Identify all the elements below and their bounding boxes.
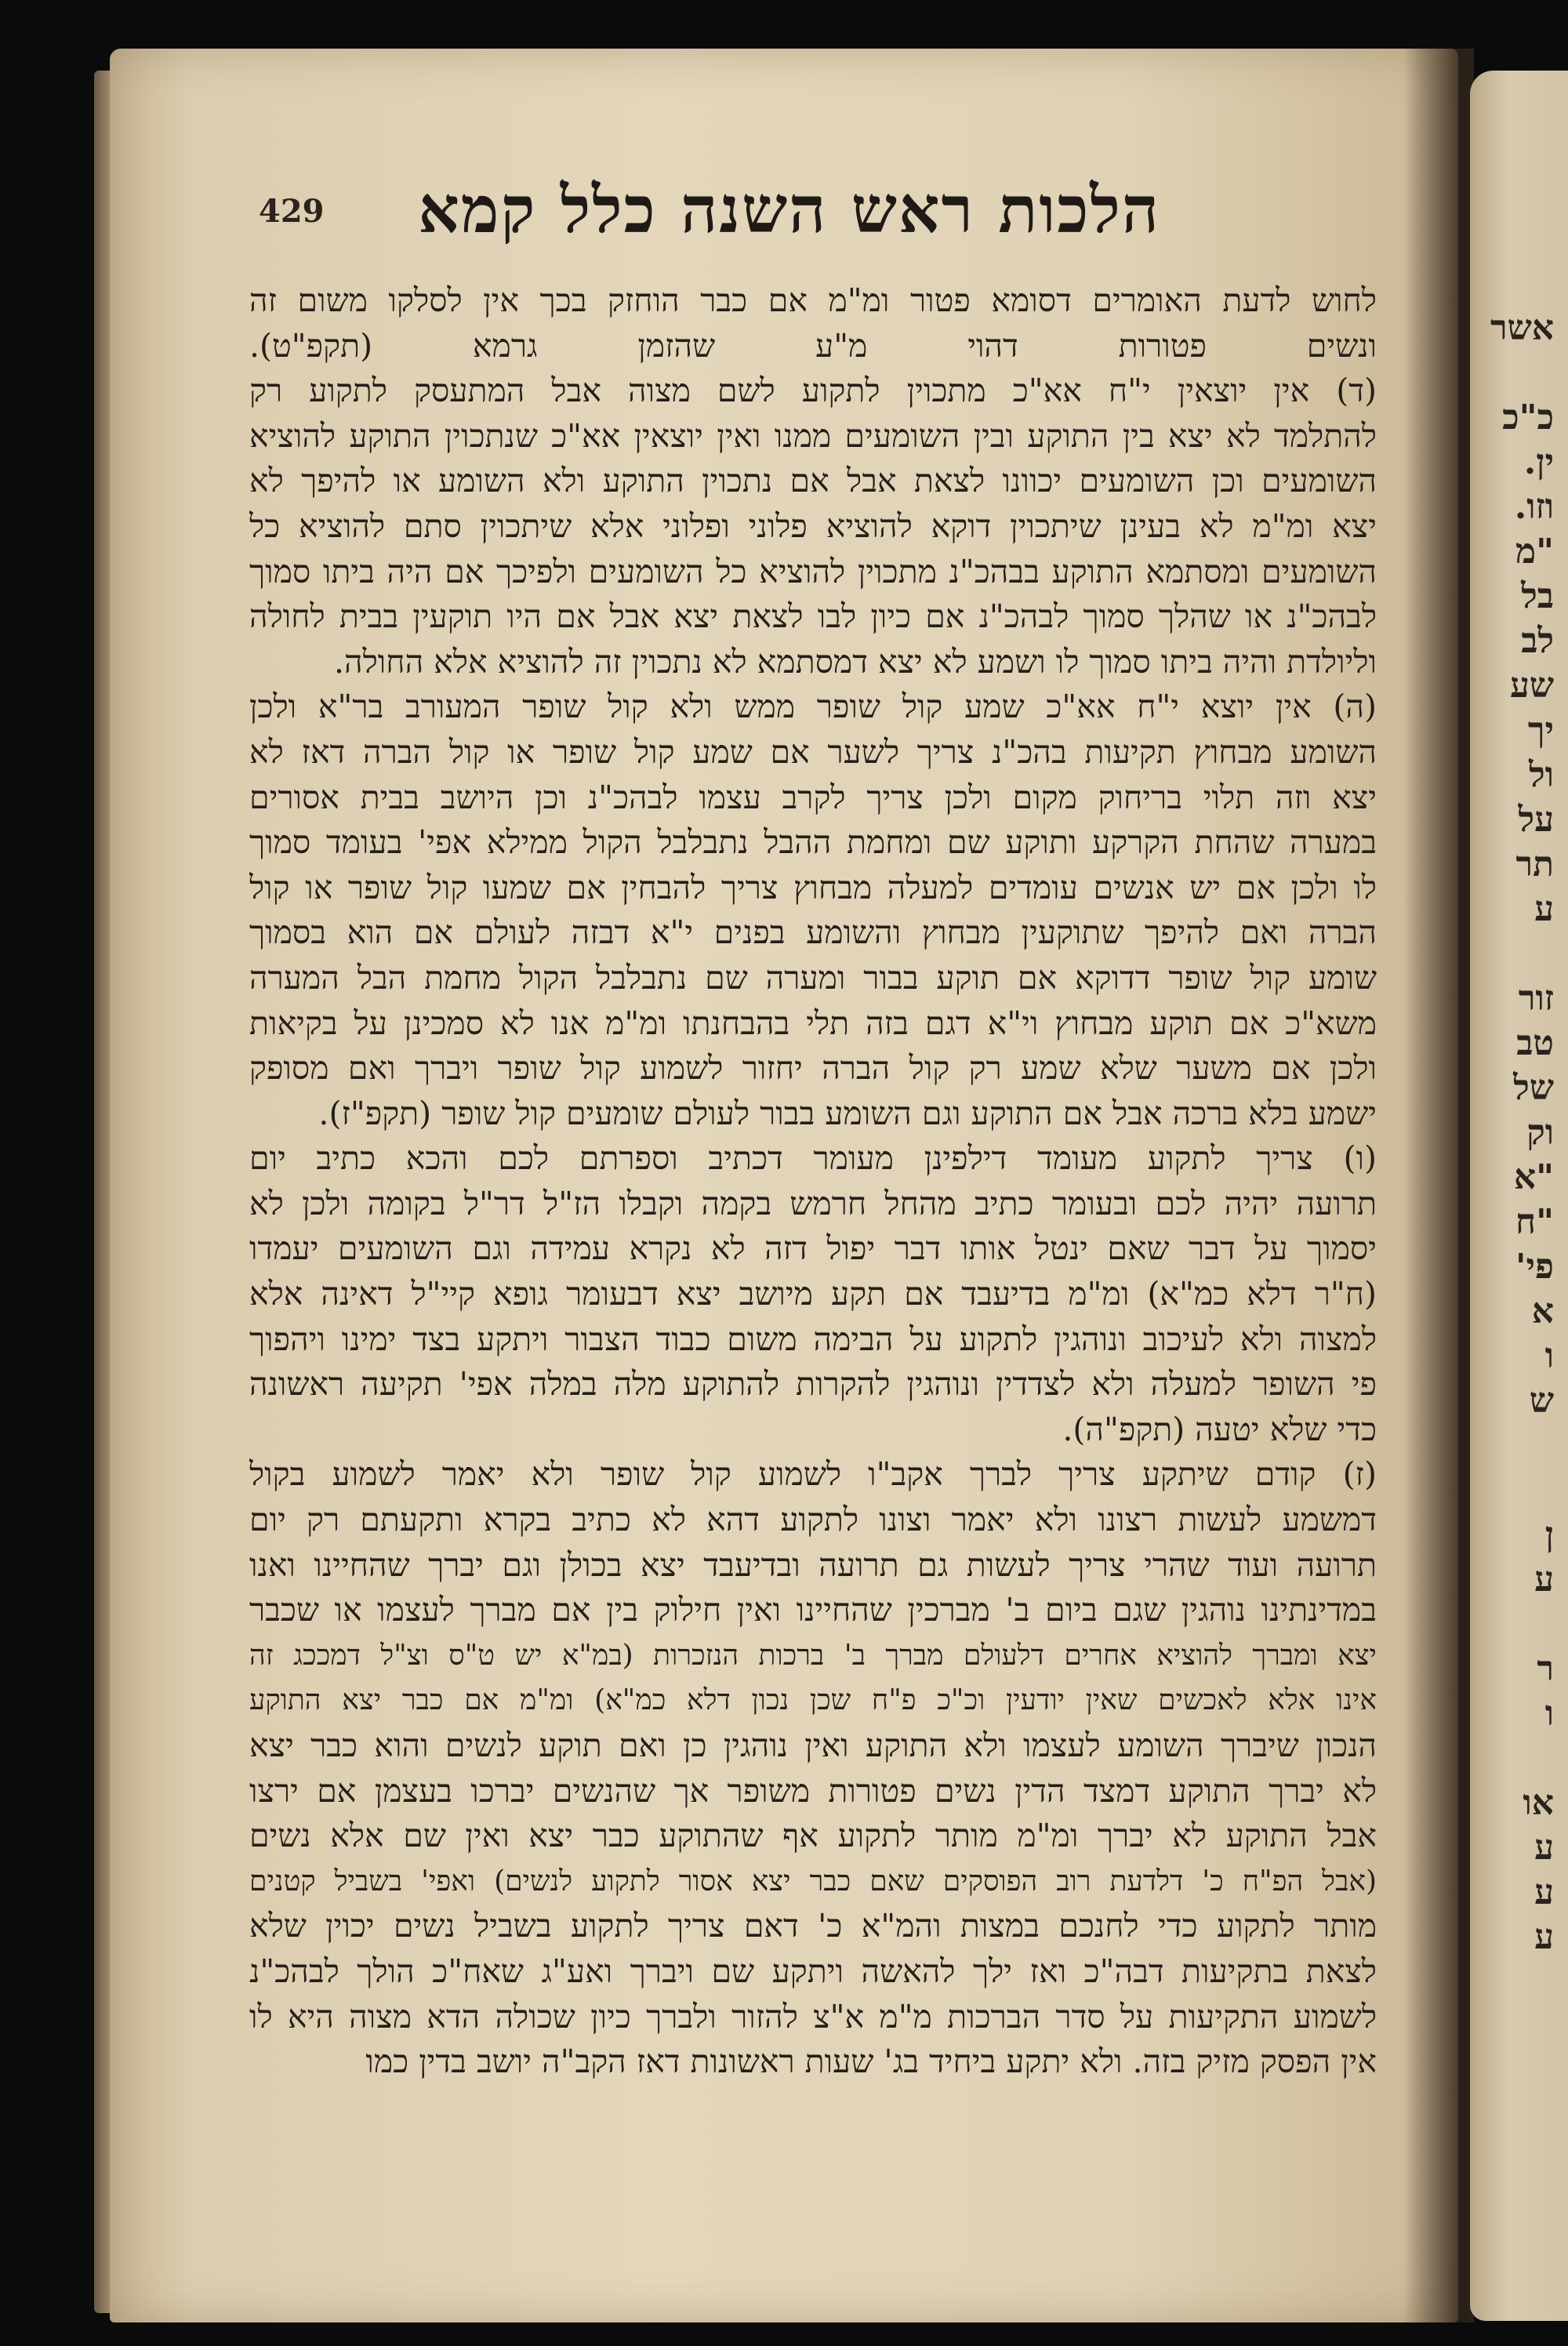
text-line: לצאת בתקיעות דבה"כ ואז ילך להאשה ויתקע שם ויברך ואע"ג שאח"כ הולך לבהכ"נ [249,1952,1377,1990]
text-line: יצא וזה תלוי בריחוק מקום ולכן צריך לקרב עצמו לבהכ"נ וכן היושב בבית אסורים [249,778,1377,816]
text-line: (אבל הפ"ח כ' דלדעת רוב הפוסקים שאם כבר יצא אסור לתקוע לנשים) ואפי' בשביל קטנים [249,1865,1377,1898]
facing-page-fragment: ו [1544,1694,1554,1734]
book-gutter [1403,49,1474,2322]
facing-page-fragment: כ"כ [1502,398,1554,438]
facing-page-text [1475,306,1554,1959]
text-line: ישמע בלא ברכה אבל אם התוקע וגם השומע בבור לעולם שומעים קול שופר (תקפ"ז). [318,1094,1377,1132]
text-line: להתלמד לא יצא בין התוקע ובין השומעים ממנו ואין יוצאין אא"כ שנתכוין התוקע להוציא [249,416,1377,455]
page-number: 429 [259,193,325,230]
text-line: שומע קול שופר דדוקא אם תוקע בבור ומערה שם נתבלבל הקול מחמת הבל המערה [249,958,1377,997]
facing-page-fragment [1475,1602,1554,1647]
facing-page-fragment: ר [1537,1649,1554,1689]
text-line: לשמוע התקיעות על סדר הברכות מ"מ א"צ להזור ולברך כיון שכולה הדא מצוה היא לו [249,1997,1377,2036]
facing-page-fragment: תר [1515,844,1554,884]
facing-page-fragment: או [1523,1783,1554,1823]
facing-page-fragment: יך [1527,710,1554,750]
text-line: הנכון שיברך השומע לעצמו ולא התוקע ואין נוהגין כן ואם תוקע לנשים והוא כבר יצא [249,1727,1377,1764]
facing-page-fragment: פי' [1515,1247,1554,1287]
text-line: למצוה ולא לעיכוב ונוהגין לתקוע על הבימה משום כבוד הצבור ויתקע בצד ימינו ויהפוך [249,1320,1377,1358]
facing-page-fragment: על [1518,800,1554,840]
text-line: (ד) אין יוצאין י"ח אא"כ מתכוין לתקוע לשם מצוה אבל המתעסק לתקוע רק [249,372,1377,410]
facing-page-fragment: "ח [1515,1202,1554,1242]
facing-page-fragment: וזו. [1514,487,1554,527]
text-line: (ח"ר דלא כמ"א) ומ"מ בדיעבד אם תקע מיושב יצא דבעומר גופא קיי"ל דאינה אלא [249,1275,1377,1313]
text-line: ולכן אם משער שלא שמע רק קול הברה יחזור לשמוע קול שופר ויברך ואם מסופק [249,1049,1377,1088]
text-line: (ו) צריך לתקוע מעומד דילפינן מעומר דכתיב וספרתם לכם והכא כתיב יום [249,1139,1377,1178]
text-line: מותר לתקוע כדי לחנכם במצות והמ"א כ' דאם צריך לתקוע בשביל נשים יכוין שלא [249,1907,1377,1945]
text-line: לבהכ"נ או שהלך סמוך לבהכ"נ אם כיון לבו לצאת יצא אבל אם היו תוקעין בבית לחולה [249,597,1377,636]
facing-page-fragment: אשר [1490,308,1554,348]
text-line: הברה ואם להיפך שתוקעין מבחוץ והשומע בפנים י"א דבזה לעולם אם הוא בסמוך [249,913,1377,952]
facing-page-fragment: ן [1544,1515,1554,1555]
text-line: לא יברך התוקע דמצד הדין נשים פטורות משופר אך שהנשים יברכו בעצמן אם ירצו [249,1771,1377,1810]
facing-page-fragment: א [1531,1291,1554,1331]
facing-page-fragment [1475,1468,1554,1513]
text-line: אין הפסק מזיק בזה. ולא יתקע ביחיד בג' שעות ראשונות דאז הקב"ה יושב בדין כמו [365,2043,1377,2081]
facing-page-fragment: ין. [1523,442,1554,482]
facing-page-fragment: ש [1529,1381,1554,1421]
text-line: במדינתינו נוהגין שגם ביום ב' מברכין שהחיינו ואין חילוק בין אם מברך לעצמו או שכבר [249,1591,1377,1629]
text-line: יסמוך על דבר שאם ינטל אותו דבר יפול דזה לא נקרא עמידה וגם השומעים יעמדו [249,1229,1377,1268]
facing-page-fragment [1475,350,1554,395]
facing-page-fragment [1475,1736,1554,1781]
text-line: משא"כ אם תוקע מבחוץ וי"א דגם בזה תלי בהבחנתו ומ"מ אנו לא סמכינן על בקיאות [249,1004,1377,1042]
facing-page-fragment: "מ [1515,532,1554,572]
facing-page-fragment: בל [1521,576,1554,616]
facing-page-fragment: ע [1534,1828,1554,1868]
running-head: הלכות ראש השנה כלל קמא [418,172,1160,248]
text-line: יצא ומברך להוציא אחרים דלעולם מברך ב' ברכות הנזכרות (במ"א יש ט"ס וצ"ל דמככג זה [249,1639,1377,1672]
facing-page-fragment: ע [1534,1917,1554,1957]
facing-page-fragment: זור [1518,979,1554,1019]
text-line: לו ולכן אם יש אנשים עומדים למעלה מבחוץ צריך להבחין אם שמעו קול שופר או קול [249,868,1377,906]
text-line: וליולדת והיה ביתו סמוך לו ושמע לא יצא דמסתמא לא נתכוין זה להוציא אלא החולה. [334,642,1377,681]
facing-page-fragment: של [1513,1068,1554,1108]
facing-page-fragment: וק [1526,1113,1554,1153]
text-line: (ה) אין יוצא י"ח אא"כ שמע קול שופר ממש ולא קול שופר המעורב בר"א ולכן [249,688,1377,726]
facing-page-fragment: ול [1529,755,1554,795]
facing-page-fragment: "א [1513,1157,1554,1197]
text-line: (ז) קודם שיתקע צריך לברך אקב"ו לשמוע קול שופר ולא יאמר לשמוע בקול [249,1455,1377,1494]
facing-page-fragment [1475,1423,1554,1468]
facing-page-fragment: לב [1521,621,1554,661]
facing-page-fragment: ו [1544,1336,1554,1376]
facing-page-fragment: ע [1534,889,1554,929]
text-line: כדי שלא יטעה (תקפ"ה). [1062,1410,1377,1448]
text-line: אינו אלא לאכשים שאין יודעין וכ"כ פ"ח שכן נכון דלא כמ"א) ומ"מ אם כבר יצא התוקע [249,1684,1377,1717]
text-line: השומע מבחוץ תקיעות בהכ"נ צריך לשער אם שמע קול שופר או קול הברה דאז לא [249,732,1377,771]
text-line: אבל התוקע לא יברך ומ"מ מותר לתקוע אף שהתוקע כבר יצא ואין שם אלא נשים [249,1817,1377,1855]
text-line: לחוש לדעת האומרים דסומא פטור ומ"מ אם כבר הוחזק בכך אין לסלקו משום זה [249,281,1377,319]
facing-page-fragment: טב [1516,1023,1554,1063]
text-line: השומעים ומסתמא התוקע בבהכ"נ מתכוין להוציא כל השומעים ולפיכך אם היה ביתו סמוך [249,552,1377,590]
text-line: במערה שהחת הקרקע ותוקע שם ומחמת ההבל נתבלבל הקול ממילא אפי' בעומד סמוך [249,823,1377,862]
text-line: ונשים פטורות דהוי מ"ע שהזמן גרמא (תקפ"ט). [249,326,1377,365]
page-body-text [249,278,1377,2085]
text-line: השומעים וכן השומעים יכוונו לצאת אבל אם נתכוין התוקע ולא השומע או להיפך לא [249,462,1377,500]
text-line: פי השופר למעלה ולא לצדדין ונוהגין להקרות להתוקע מלה במלה אפי' תקיעה ראשונה [249,1365,1377,1404]
text-line: תרועה ועוד שהרי צריך לעשות גם תרועה ובדיעבד יצא בכולן וגם יברך שהחיינו ואנו [249,1545,1377,1584]
text-line: תרועה יהיה לכם ובעומר כתיב מהחל חרמש בקמה וקבלו הז"ל דר"ל בקומה ולכן לא [249,1184,1377,1222]
text-line: יצא ומ"מ לא בעינן שיתכוין דוקא להוציא פלוני ופלוני אלא שיתכוין סתם להוציא כל [249,507,1377,545]
facing-page-fragment: ע [1534,1560,1554,1600]
facing-page-fragment: ע [1534,1872,1554,1912]
facing-page-fragment: שע [1509,666,1554,706]
facing-page-fragment [1475,932,1554,976]
text-line: דמשמע לעשות רצונו ולא יאמר וצונו לתקוע דהא לא כתיב בקרא ותקעתם רק יום [249,1501,1377,1539]
facing-page-edge [1470,71,1568,2321]
